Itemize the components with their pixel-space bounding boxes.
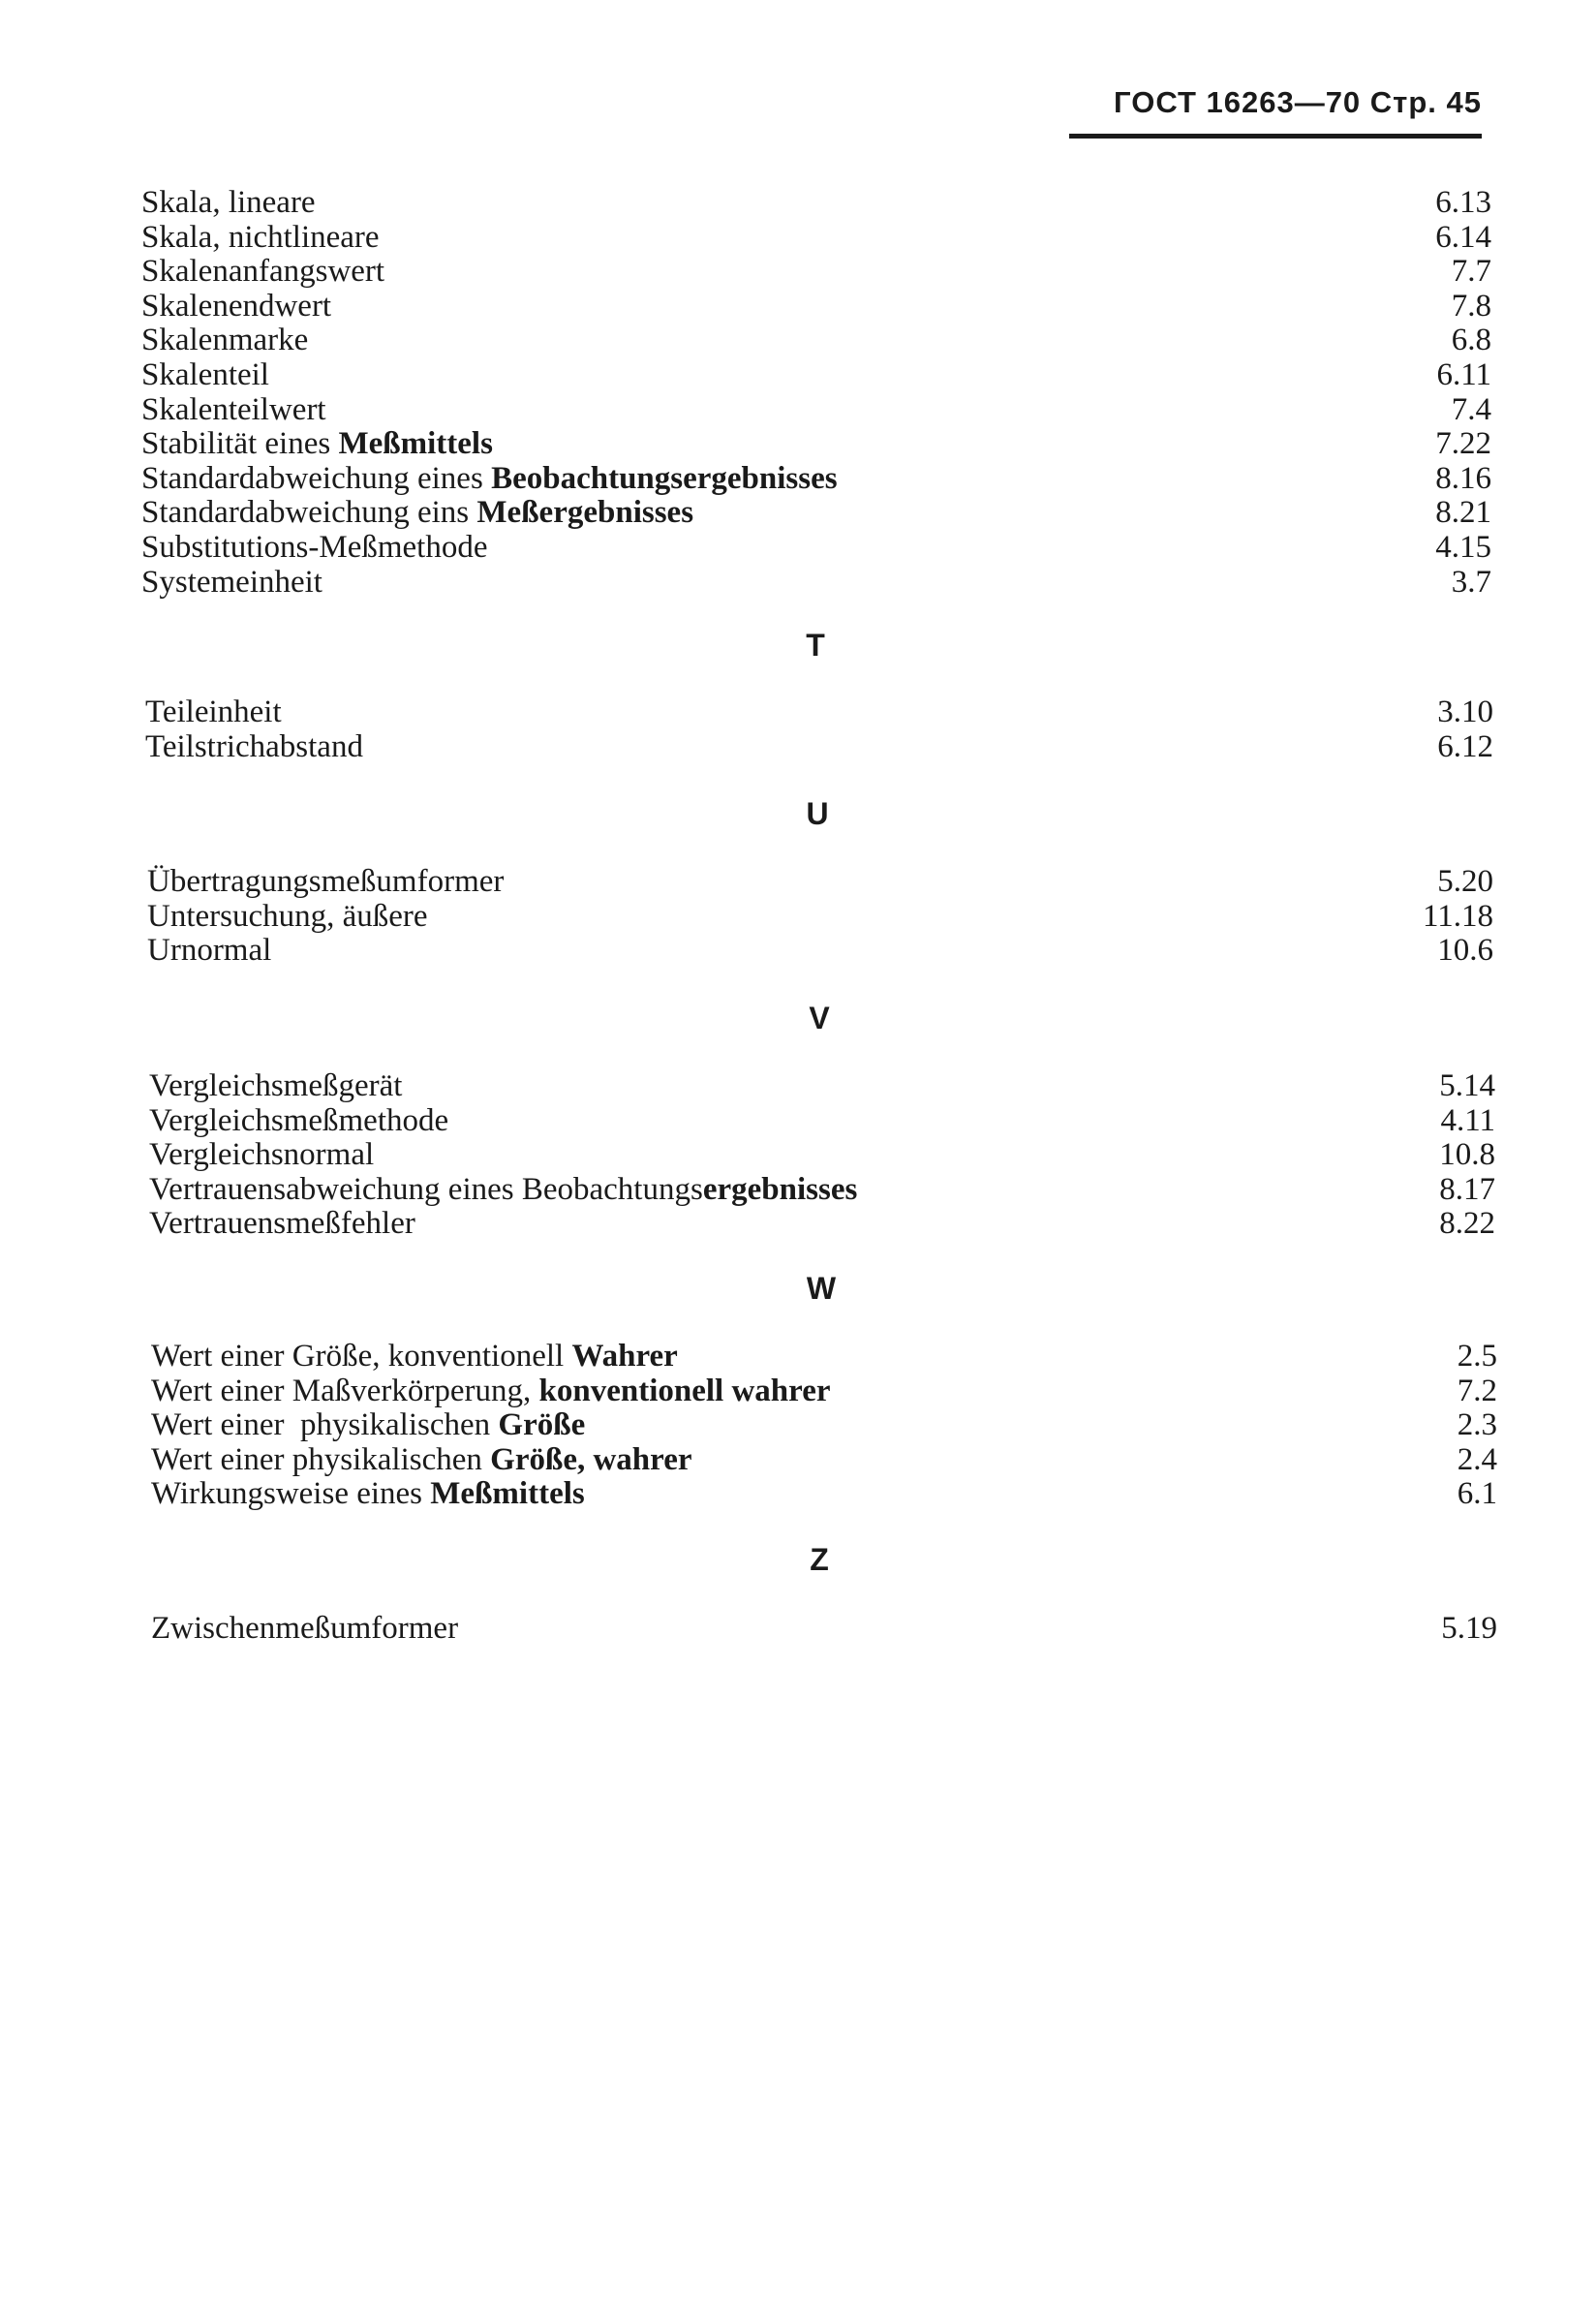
- entry-ref: 7.7: [1451, 254, 1491, 290]
- entry-term: Skalenanfangswert: [141, 254, 385, 290]
- entry-ref: 8.17: [1439, 1171, 1495, 1207]
- index-entry: [141, 186, 1491, 221]
- index-entry: [151, 1408, 1497, 1443]
- entry-ref: 11.18: [1422, 898, 1493, 934]
- entry-term: Skalenendwert: [141, 288, 332, 324]
- entry-term-regular: Wert einer Größe, konventionell: [151, 1339, 572, 1374]
- entry-ref: 8.22: [1439, 1206, 1495, 1242]
- entry-term-bold: Beobachtungsergebnisses: [491, 460, 838, 496]
- index-entry: [141, 324, 1491, 358]
- index-section-z: [151, 1612, 1497, 1647]
- page-header: ГОСТ 16263—70 Стр. 45: [1114, 85, 1482, 119]
- entry-term-regular: Wert einer physikalischen: [151, 1407, 499, 1443]
- entry-term: [141, 496, 693, 531]
- entry-ref: 6.14: [1435, 219, 1491, 255]
- entry-ref: 2.5: [1457, 1339, 1497, 1374]
- index-entry: [147, 900, 1493, 935]
- entry-term: [151, 1408, 585, 1443]
- entry-term: Skalenmarke: [141, 323, 309, 358]
- entry-ref: 5.14: [1439, 1068, 1495, 1103]
- entry-term: [149, 1173, 857, 1208]
- index-entry: [151, 1340, 1497, 1374]
- entry-term: Urnormal: [147, 933, 272, 969]
- entry-term-bold: Meßmittels: [430, 1476, 585, 1512]
- entry-term: Zwischenmeßumformer: [151, 1611, 459, 1646]
- entry-term: Teilstrichabstand: [145, 728, 363, 764]
- index-entry: [145, 730, 1493, 765]
- entry-term: [151, 1340, 678, 1374]
- entry-ref: 7.2: [1457, 1373, 1497, 1408]
- section-letter-w: W: [806, 1271, 837, 1306]
- entry-term-bold: Meßergebnisses: [476, 495, 694, 531]
- entry-term: [141, 462, 838, 497]
- section-letter-t: T: [806, 628, 825, 663]
- index-entry: [149, 1207, 1495, 1242]
- entry-term: Teileinheit: [145, 695, 282, 729]
- entry-term: [141, 427, 493, 462]
- index-section-v: [149, 1069, 1495, 1242]
- entry-ref: 3.7: [1451, 564, 1491, 600]
- entry-term: [151, 1374, 831, 1409]
- entry-term: Vertrauensmeßfehler: [149, 1206, 415, 1242]
- index-entry: [149, 1069, 1495, 1104]
- entry-ref: 7.22: [1435, 426, 1491, 462]
- entry-ref: 2.4: [1457, 1441, 1497, 1477]
- entry-ref: 4.11: [1440, 1102, 1495, 1138]
- entry-term-regular: Wirkungsweise eines: [151, 1476, 431, 1512]
- index-section-u: [147, 865, 1493, 969]
- index-entry: [141, 255, 1491, 290]
- index-entry: [147, 865, 1493, 900]
- entry-term: Vergleichsnormal: [149, 1137, 375, 1173]
- index-entry: [141, 462, 1491, 497]
- index-entry: [141, 427, 1491, 462]
- index-entry: [149, 1104, 1495, 1139]
- entry-term-bold: Meßmittels: [338, 426, 493, 462]
- entry-term: Untersuchung, äußere: [147, 898, 428, 934]
- entry-ref: 2.3: [1457, 1407, 1497, 1443]
- index-entry: [141, 221, 1491, 256]
- entry-term-bold: ergebnisses: [702, 1171, 858, 1207]
- index-entry: [145, 695, 1493, 730]
- entry-term: [151, 1477, 585, 1512]
- index-entry: [149, 1138, 1495, 1173]
- index-entry: [147, 934, 1493, 969]
- section-letter-u: U: [806, 796, 829, 831]
- entry-term: Übertragungsmeßumformer: [147, 864, 505, 899]
- entry-term-regular: Standardabweichung eines: [141, 460, 492, 496]
- entry-term: Systemeinheit: [141, 564, 322, 600]
- index-section-s: [141, 186, 1491, 600]
- entry-ref: 10.8: [1439, 1137, 1495, 1173]
- index-entry: [151, 1443, 1497, 1478]
- entry-term-bold: Wahrer: [571, 1339, 678, 1374]
- entry-ref: 6.12: [1437, 728, 1493, 764]
- entry-term-bold: Größe: [498, 1407, 586, 1443]
- entry-ref: 7.8: [1451, 288, 1491, 324]
- index-entry: [151, 1374, 1497, 1409]
- index-entry: [151, 1612, 1497, 1647]
- section-letter-z: Z: [810, 1542, 829, 1577]
- header-rule: [1069, 134, 1482, 139]
- entry-ref: 6.11: [1436, 356, 1491, 392]
- entry-term: Substitutions-Meßmethode: [141, 529, 488, 565]
- index-section-t: [145, 695, 1493, 764]
- entry-term: Vergleichsmeßmethode: [149, 1102, 449, 1138]
- entry-term: Vergleichsmeßgerät: [149, 1068, 403, 1103]
- entry-term: Skalenteilwert: [141, 391, 326, 427]
- entry-ref: 5.20: [1437, 864, 1493, 899]
- index-entry: [141, 358, 1491, 393]
- entry-term-bold: Größe, wahrer: [490, 1441, 692, 1477]
- entry-ref: 5.19: [1441, 1611, 1497, 1646]
- index-entry: [141, 531, 1491, 566]
- entry-ref: 4.15: [1435, 529, 1491, 565]
- entry-ref: 3.10: [1437, 695, 1493, 729]
- entry-term-bold: konventionell wahrer: [538, 1373, 831, 1408]
- index-entry: [141, 290, 1491, 324]
- entry-ref: 6.1: [1457, 1476, 1497, 1512]
- entry-ref: 6.13: [1435, 185, 1491, 220]
- index-entry: [141, 496, 1491, 531]
- section-letter-v: V: [809, 1001, 830, 1035]
- entry-term-regular: Stabilität eines: [141, 426, 339, 462]
- entry-term: Skala, lineare: [141, 185, 316, 220]
- entry-term: Skalenteil: [141, 356, 269, 392]
- index-section-w: [151, 1340, 1497, 1512]
- index-entry: [151, 1477, 1497, 1512]
- entry-ref: 10.6: [1437, 933, 1493, 969]
- entry-term-regular: Standardabweichung eins: [141, 495, 477, 531]
- entry-term: Skala, nichtlineare: [141, 219, 380, 255]
- index-entry: [141, 393, 1491, 428]
- index-entry: [149, 1173, 1495, 1208]
- entry-term-regular: Vertrauensabweichung eines Beobachtungs: [149, 1171, 703, 1207]
- entry-ref: 8.16: [1435, 460, 1491, 496]
- entry-term: [151, 1443, 692, 1478]
- entry-term-regular: Wert einer Maßverkörperung,: [151, 1373, 539, 1408]
- entry-ref: 7.4: [1451, 391, 1491, 427]
- index-entry: [141, 566, 1491, 601]
- entry-ref: 8.21: [1435, 495, 1491, 531]
- entry-ref: 6.8: [1451, 323, 1491, 358]
- entry-term-regular: Wert einer physikalischen: [151, 1441, 491, 1477]
